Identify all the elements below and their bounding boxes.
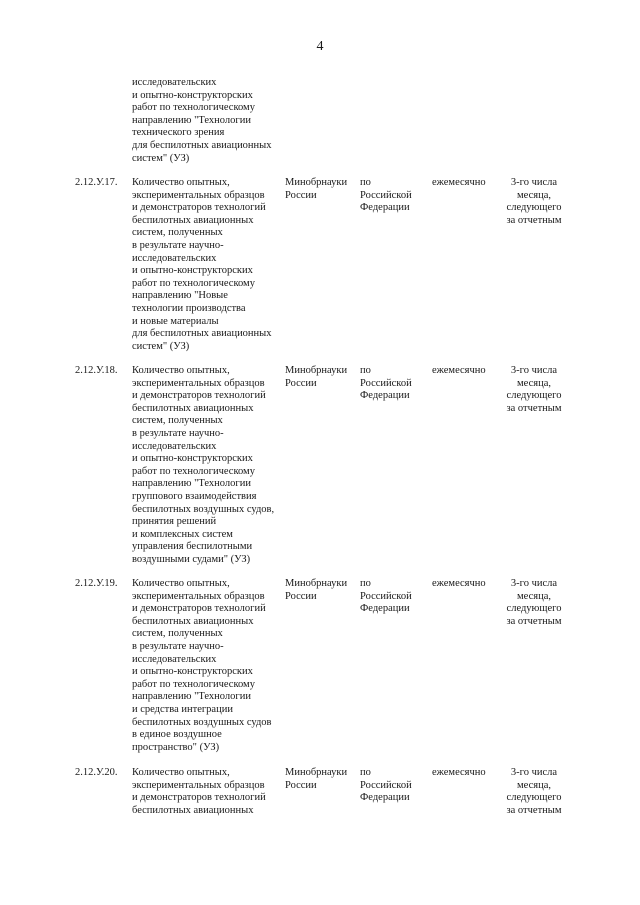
responsible-agency: Минобрнауки России <box>285 767 348 791</box>
periodicity: ежемесячно <box>432 177 486 188</box>
indicator-number: 2.12.У.19. <box>75 578 118 589</box>
submission-deadline: 3-го числа месяца, следующего за отчетным <box>506 365 562 414</box>
periodicity: ежемесячно <box>432 767 486 778</box>
periodicity: ежемесячно <box>432 365 486 376</box>
continued-indicator-text: исследовательских и опытно-конструкторских работ по технологическому направлению "Технологии технического зрения для беспилотных авиационных систем" (УЗ) <box>132 77 272 164</box>
submission-deadline: 3-го числа месяца, следующего за отчетным <box>506 767 562 816</box>
indicator-name: Количество опытных, экспериментальных образцов и демонстраторов технологий беспилотных авиационных систем, полученных в результате научно- исследовательских и опытно-конструкторских работ по технологическому направлению "Технологии и средства интеграции беспилотных воздушных судов в единое воздушное пространство" (УЗ) <box>132 578 272 753</box>
indicator-number: 2.12.У.20. <box>75 767 118 778</box>
indicator-name: Количество опытных, экспериментальных образцов и демонстраторов технологий беспилотных авиационных <box>132 767 266 816</box>
territory-level: по Российской Федерации <box>360 578 412 615</box>
territory-level: по Российской Федерации <box>360 767 412 804</box>
indicator-number: 2.12.У.18. <box>75 365 118 376</box>
submission-deadline: 3-го числа месяца, следующего за отчетным <box>506 177 562 226</box>
page-number: 4 <box>316 39 324 54</box>
submission-deadline: 3-го числа месяца, следующего за отчетным <box>506 578 562 627</box>
territory-level: по Российской Федерации <box>360 177 412 214</box>
responsible-agency: Минобрнауки России <box>285 177 348 201</box>
indicator-name: Количество опытных, экспериментальных образцов и демонстраторов технологий беспилотных авиационных систем, полученных в результате научно- исследовательских и опытно-конструкторских работ по технологическому направлению "Новые технологии производства и новые материалы для беспилотных авиационных систем" (УЗ) <box>132 177 272 352</box>
indicator-number: 2.12.У.17. <box>75 177 118 188</box>
responsible-agency: Минобрнауки России <box>285 578 348 602</box>
responsible-agency: Минобрнауки России <box>285 365 348 389</box>
territory-level: по Российской Федерации <box>360 365 412 402</box>
indicator-name: Количество опытных, экспериментальных образцов и демонстраторов технологий беспилотных авиационных систем, полученных в результате научно- исследовательских и опытно-конструкторских работ по технологическому направлению "Технологии группового взаимодействия беспилотных воздушных судов, принятия решений и комплексных систем управления беспилотными воздушными судами" (УЗ) <box>132 365 275 565</box>
periodicity: ежемесячно <box>432 578 486 589</box>
